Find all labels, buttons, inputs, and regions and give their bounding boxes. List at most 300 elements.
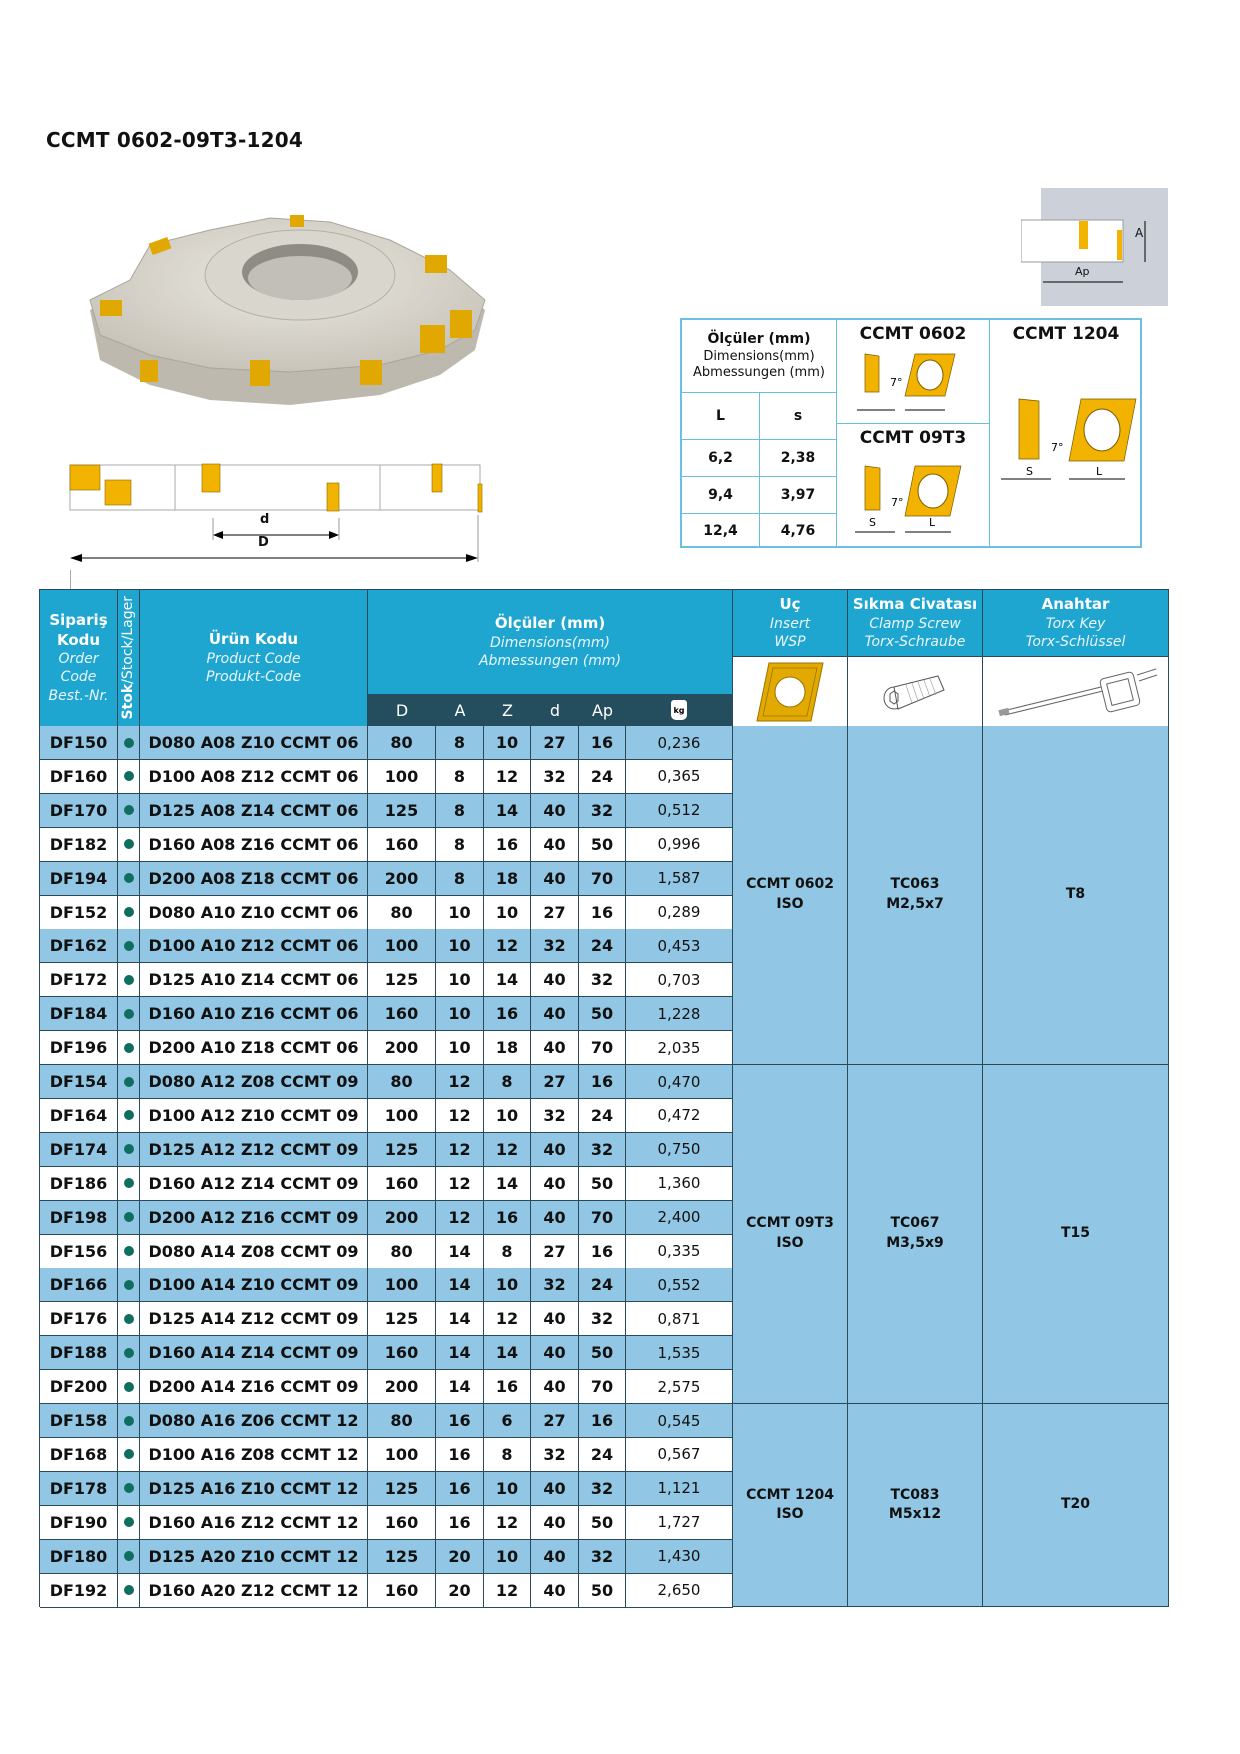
product-header-en: Product Code [206,650,301,667]
dim-d-cell: 40 [531,1201,579,1235]
weight-cell: 2,035 [626,1031,733,1065]
subheader-Z: Z [484,694,531,726]
dim-row-s: 2,38 [760,440,837,477]
product-code-cell: D100 A12 Z10 CCMT 09 [140,1099,368,1133]
weight-cell: 0,472 [626,1099,733,1133]
dim-Ap-cell: 24 [579,760,626,794]
group-insert-cell [733,1065,848,1404]
dim-Ap-cell: 24 [579,1099,626,1133]
dim-A-cell: 8 [436,760,484,794]
dim-A-cell: 10 [436,1031,484,1065]
weight-cell: 0,996 [626,828,733,862]
weight-cell: 0,703 [626,963,733,997]
diagram-label-D: D [258,535,269,550]
dim-D-cell: 100 [368,1268,436,1302]
weight-cell: 0,512 [626,794,733,828]
screw-header-tr: Sıkma Civatası [852,595,978,614]
stock-cell [118,1404,140,1438]
dim-Z-cell: 10 [484,1268,531,1302]
weight-cell: 0,567 [626,1438,733,1472]
dim-header-de: Abmessungen (mm) [693,364,825,380]
stock-cell [118,1268,140,1302]
insert-ccmt09t3-cell [837,424,990,548]
svg-text:7°: 7° [1051,441,1064,454]
insert-name: CCMT 09T3 [859,428,967,448]
stock-cell [118,1167,140,1201]
dim-A-cell: 14 [436,1336,484,1370]
dim-Z-cell: 16 [484,997,531,1031]
subheader-D: D [368,694,436,726]
product-code-cell: D125 A14 Z12 CCMT 09 [140,1302,368,1336]
dim-Ap-cell: 16 [579,1404,626,1438]
header-order-code [40,590,118,726]
stock-cell [118,1540,140,1574]
product-code-cell: D080 A14 Z08 CCMT 09 [140,1235,368,1269]
table-row [40,1574,733,1608]
dim-A-cell: 12 [436,1133,484,1167]
stock-cell [118,997,140,1031]
stock-header-rest: /Stock/Lager [120,596,137,685]
stock-cell [118,1302,140,1336]
dim-Z-cell: 12 [484,1574,531,1608]
weight-cell: 1,121 [626,1472,733,1506]
in-stock-icon [124,1314,134,1324]
dim-Ap-cell: 16 [579,726,626,760]
subheader-d: d [531,694,579,726]
dim-Z-cell: 12 [484,1302,531,1336]
subheader-A: A [436,694,484,726]
product-code-cell: D200 A10 Z18 CCMT 06 [140,1031,368,1065]
table-row [40,1370,733,1404]
dim-Z-cell: 12 [484,1133,531,1167]
stock-cell [118,1336,140,1370]
dim-Ap-cell: 32 [579,794,626,828]
table-row [40,828,733,862]
dim-d-cell: 32 [531,1438,579,1472]
table-row [40,929,733,963]
in-stock-icon [124,1483,134,1493]
dim-row-s: 3,97 [760,477,837,514]
dim-D-cell: 100 [368,1099,436,1133]
in-stock-icon [124,1178,134,1188]
weight-cell: 0,335 [626,1235,733,1269]
key-header-en: Torx Key [1045,615,1106,632]
dim-Z-cell: 8 [484,1438,531,1472]
header-clamp-screw [848,590,983,656]
order-code-cell: DF174 [40,1133,118,1167]
in-stock-icon [124,738,134,748]
stock-cell [118,929,140,963]
order-header-de: Best.-Nr. [48,687,109,704]
in-stock-icon [124,975,134,985]
weight-cell: 1,228 [626,997,733,1031]
dim-A-cell: 12 [436,1099,484,1133]
dim-D-cell: 160 [368,1506,436,1540]
table-row [40,760,733,794]
dim-Ap-cell: 24 [579,929,626,963]
screw-header-de: Torx-Schraube [864,633,966,650]
order-code-cell: DF150 [40,726,118,760]
group-insert-cell-text: ISO [776,1235,804,1251]
page-title: CCMT 0602-09T3-1204 [46,128,303,152]
stock-cell [118,726,140,760]
in-stock-icon [124,1110,134,1120]
dim-A-cell: 12 [436,1065,484,1099]
product-code-cell: D125 A16 Z10 CCMT 12 [140,1472,368,1506]
order-code-cell: DF194 [40,862,118,896]
product-code-cell: D125 A12 Z12 CCMT 09 [140,1133,368,1167]
dim-Z-cell: 16 [484,1370,531,1404]
dim-A-cell: 8 [436,726,484,760]
dim-A-cell: 16 [436,1506,484,1540]
dim-D-cell: 125 [368,1472,436,1506]
dim-D-cell: 160 [368,1574,436,1608]
stock-cell [118,1031,140,1065]
table-row [40,1133,733,1167]
dim-d-cell: 27 [531,1404,579,1438]
dim-D-cell: 80 [368,1235,436,1269]
dim-d-cell: 32 [531,1099,579,1133]
table-row [40,963,733,997]
dim-D-cell: 200 [368,862,436,896]
group-insert-cell [733,726,848,1065]
header-torx-key [983,590,1169,656]
group-insert-cell [733,1404,848,1607]
group-key-cell [983,726,1169,1065]
table-row [40,896,733,930]
table-row [40,1540,733,1574]
product-code-cell: D125 A10 Z14 CCMT 06 [140,963,368,997]
table-row [40,1167,733,1201]
header-dimensions [368,590,733,694]
dim-A-cell: 16 [436,1404,484,1438]
insert-name: CCMT 0602 [859,324,967,344]
dim-D-cell: 125 [368,1133,436,1167]
product-code-cell: D200 A14 Z16 CCMT 09 [140,1370,368,1404]
dim-A-cell: 14 [436,1268,484,1302]
dim-A-cell: 12 [436,1167,484,1201]
key-header-de: Torx-Schlüssel [1025,633,1126,650]
order-code-cell: DF178 [40,1472,118,1506]
dimensions-header [682,320,837,393]
product-code-cell: D080 A16 Z06 CCMT 12 [140,1404,368,1438]
milling-cutter-image [70,200,500,410]
dim-A-cell: 10 [436,929,484,963]
divider-line [70,570,71,589]
col-L-header: L [682,393,760,440]
dim-Z-cell: 10 [484,1099,531,1133]
dim-D-cell: 80 [368,726,436,760]
order-code-cell: DF164 [40,1099,118,1133]
dim-D-cell: 80 [368,896,436,930]
dim-d-cell: 40 [531,828,579,862]
dim-D-cell: 80 [368,1065,436,1099]
product-header-tr: Ürün Kodu [208,630,299,649]
in-stock-icon [124,1212,134,1222]
dim-Ap-cell: 32 [579,1133,626,1167]
weight-kg-icon: kg [671,700,687,720]
dim-A-cell: 14 [436,1235,484,1269]
in-stock-icon [124,1382,134,1392]
stock-cell [118,1438,140,1472]
dim-Ap-cell: 50 [579,828,626,862]
weight-cell: 0,545 [626,1404,733,1438]
group-insert-cell-text: CCMT 1204 [746,1486,834,1503]
dim-Ap-cell: 50 [579,997,626,1031]
dims-header-de: Abmessungen (mm) [478,652,622,669]
dim-d-cell: 40 [531,1031,579,1065]
dim-A-cell: 20 [436,1574,484,1608]
col-s-header: s [760,393,837,440]
insert-image-cell [733,656,848,726]
product-code-cell: D125 A08 Z14 CCMT 06 [140,794,368,828]
insert-name: CCMT 1204 [1012,324,1120,344]
stock-cell [118,1065,140,1099]
in-stock-icon [124,1077,134,1087]
dim-D-cell: 160 [368,1336,436,1370]
group-screw-cell-text: M2,5x7 [886,896,944,912]
dim-A-cell: 16 [436,1472,484,1506]
dim-Ap-cell: 50 [579,1574,626,1608]
stock-cell [118,794,140,828]
dim-Z-cell: 10 [484,1540,531,1574]
stock-cell [118,963,140,997]
product-code-cell: D160 A20 Z12 CCMT 12 [140,1574,368,1608]
dim-Ap-cell: 24 [579,1268,626,1302]
group-screw-cell [848,1065,983,1404]
product-code-cell: D200 A08 Z18 CCMT 06 [140,862,368,896]
dim-d-cell: 40 [531,1133,579,1167]
dim-d-cell: 40 [531,1574,579,1608]
dim-d-cell: 32 [531,760,579,794]
product-table [39,589,1169,1607]
dim-Ap-cell: 50 [579,1336,626,1370]
product-code-cell: D160 A14 Z14 CCMT 09 [140,1336,368,1370]
order-code-cell: DF180 [40,1540,118,1574]
dim-D-cell: 125 [368,794,436,828]
order-code-cell: DF156 [40,1235,118,1269]
in-stock-icon [124,873,134,883]
dim-Ap-cell: 24 [579,1438,626,1472]
product-code-cell: D080 A12 Z08 CCMT 09 [140,1065,368,1099]
order-code-cell: DF166 [40,1268,118,1302]
order-code-cell: DF200 [40,1370,118,1404]
dim-Z-cell: 16 [484,1201,531,1235]
group-screw-cell-text: TC063 [890,876,940,893]
order-header-tr: Sipariş Kodu [49,611,108,649]
in-stock-icon [124,1144,134,1154]
table-row [40,794,733,828]
dim-D-cell: 160 [368,997,436,1031]
dim-Z-cell: 8 [484,1065,531,1099]
order-code-cell: DF190 [40,1506,118,1540]
weight-cell: 0,552 [626,1268,733,1302]
weight-cell: 2,575 [626,1370,733,1404]
table-row [40,1065,733,1099]
dim-d-cell: 27 [531,896,579,930]
stock-cell [118,1370,140,1404]
dim-Z-cell: 12 [484,760,531,794]
insert-ccmt0602-cell [837,320,990,424]
in-stock-icon [124,1280,134,1290]
dim-D-cell: 100 [368,760,436,794]
side-view-diagram [60,440,500,570]
key-header-tr: Anahtar [1041,595,1110,614]
order-code-cell: DF160 [40,760,118,794]
in-stock-icon [124,1517,134,1527]
insert-header-tr: Uç [779,595,801,614]
dim-D-cell: 200 [368,1370,436,1404]
table-row [40,1404,733,1438]
dim-A-cell: 12 [436,1201,484,1235]
dim-Z-cell: 12 [484,929,531,963]
dim-row-L: 6,2 [682,440,760,477]
screw-image-cell [848,656,983,726]
in-stock-icon [124,1449,134,1459]
dim-D-cell: 100 [368,929,436,963]
dim-Ap-cell: 70 [579,1031,626,1065]
insert-ccmt1204-drawing-icon [991,389,1141,489]
diagram-label-d: d [260,512,270,527]
dim-Z-cell: 10 [484,1472,531,1506]
group-screw-cell-text: M3,5x9 [886,1235,944,1251]
stock-cell [118,1201,140,1235]
dim-d-cell: 40 [531,1472,579,1506]
group-insert-cell-text: ISO [776,1506,804,1523]
in-stock-icon [124,907,134,917]
dim-Ap-cell: 50 [579,1506,626,1540]
weight-cell: 0,365 [626,760,733,794]
in-stock-icon [124,1585,134,1595]
dim-d-cell: 32 [531,929,579,963]
product-code-cell: D100 A10 Z12 CCMT 06 [140,929,368,963]
table-row [40,1031,733,1065]
key-image-cell [983,656,1169,726]
insert-ccmt1204-cell [990,320,1142,548]
group-screw-cell-text: TC067 [890,1215,940,1232]
dim-row-s: 4,76 [760,514,837,548]
dim-row-L: 12,4 [682,514,760,548]
dim-Ap-cell: 16 [579,1235,626,1269]
weight-cell: 0,470 [626,1065,733,1099]
group-key-cell [983,1065,1169,1404]
group-key-cell-text: T20 [1060,1496,1091,1513]
stock-cell [118,1574,140,1608]
dim-d-cell: 27 [531,1065,579,1099]
weight-cell: 0,289 [626,896,733,930]
weight-cell: 2,650 [626,1574,733,1608]
dim-A-cell: 8 [436,862,484,896]
weight-cell: 1,587 [626,862,733,896]
product-code-cell: D100 A16 Z08 CCMT 12 [140,1438,368,1472]
dim-Ap-cell: 32 [579,963,626,997]
table-row [40,726,733,760]
dim-D-cell: 125 [368,963,436,997]
diagram-label-A: A [1135,226,1144,240]
dim-Z-cell: 14 [484,1167,531,1201]
label-L: L [929,516,936,529]
subheader-Ap: Ap [579,694,626,726]
product-code-cell: D160 A08 Z16 CCMT 06 [140,828,368,862]
in-stock-icon [124,839,134,849]
insert-dimensions-table [680,318,1142,548]
dim-A-cell: 16 [436,1438,484,1472]
insert-header-en: Insert [769,615,811,632]
table-row [40,1336,733,1370]
dim-d-cell: 27 [531,1235,579,1269]
in-stock-icon [124,805,134,815]
insert-icon [755,661,825,723]
header-stock [118,590,140,726]
diagram-label-Ap: Ap [1075,265,1090,278]
product-header-de: Produkt-Code [205,668,301,685]
group-insert-cell-text: ISO [776,896,804,912]
dim-header-en: Dimensions(mm) [703,348,815,364]
stock-cell [118,760,140,794]
dim-Ap-cell: 16 [579,1065,626,1099]
header-product-code [140,590,368,726]
weight-cell: 1,360 [626,1167,733,1201]
order-header-en: Order Code [58,651,99,686]
product-code-cell: D160 A16 Z12 CCMT 12 [140,1506,368,1540]
label-S: S [869,516,876,529]
dim-A-cell: 10 [436,896,484,930]
dim-Z-cell: 18 [484,1031,531,1065]
screw-icon [880,672,950,712]
product-code-cell: D100 A14 Z10 CCMT 09 [140,1268,368,1302]
dim-d-cell: 40 [531,1336,579,1370]
order-code-cell: DF176 [40,1302,118,1336]
order-code-cell: DF172 [40,963,118,997]
group-insert-cell-text: CCMT 0602 [746,876,834,893]
dim-D-cell: 125 [368,1302,436,1336]
order-code-cell: DF170 [40,794,118,828]
dim-Z-cell: 6 [484,1404,531,1438]
stock-cell [118,1133,140,1167]
table-row [40,1201,733,1235]
in-stock-icon [124,771,134,781]
product-code-cell: D100 A08 Z12 CCMT 06 [140,760,368,794]
cutting-depth-diagram [1021,188,1168,306]
dim-d-cell: 40 [531,1540,579,1574]
table-row [40,862,733,896]
dim-d-cell: 40 [531,1506,579,1540]
dims-header-en: Dimensions(mm) [490,634,610,651]
dim-Z-cell: 16 [484,828,531,862]
weight-cell: 2,400 [626,1201,733,1235]
table-row [40,1438,733,1472]
insert-ccmt09t3-drawing-icon [853,460,973,540]
order-code-cell: DF198 [40,1201,118,1235]
svg-text:L: L [1096,465,1103,478]
dim-Z-cell: 14 [484,794,531,828]
product-code-cell: D200 A12 Z16 CCMT 09 [140,1201,368,1235]
stock-cell [118,862,140,896]
dim-D-cell: 200 [368,1031,436,1065]
in-stock-icon [124,1009,134,1019]
group-screw-cell-text: TC083 [890,1486,940,1503]
dim-D-cell: 160 [368,828,436,862]
dim-A-cell: 14 [436,1302,484,1336]
svg-text:7°: 7° [891,496,904,509]
table-row [40,1302,733,1336]
table-row [40,1099,733,1133]
dim-d-cell: 40 [531,1167,579,1201]
stock-cell [118,1235,140,1269]
dim-Ap-cell: 32 [579,1540,626,1574]
table-row [40,1506,733,1540]
dim-Z-cell: 10 [484,896,531,930]
